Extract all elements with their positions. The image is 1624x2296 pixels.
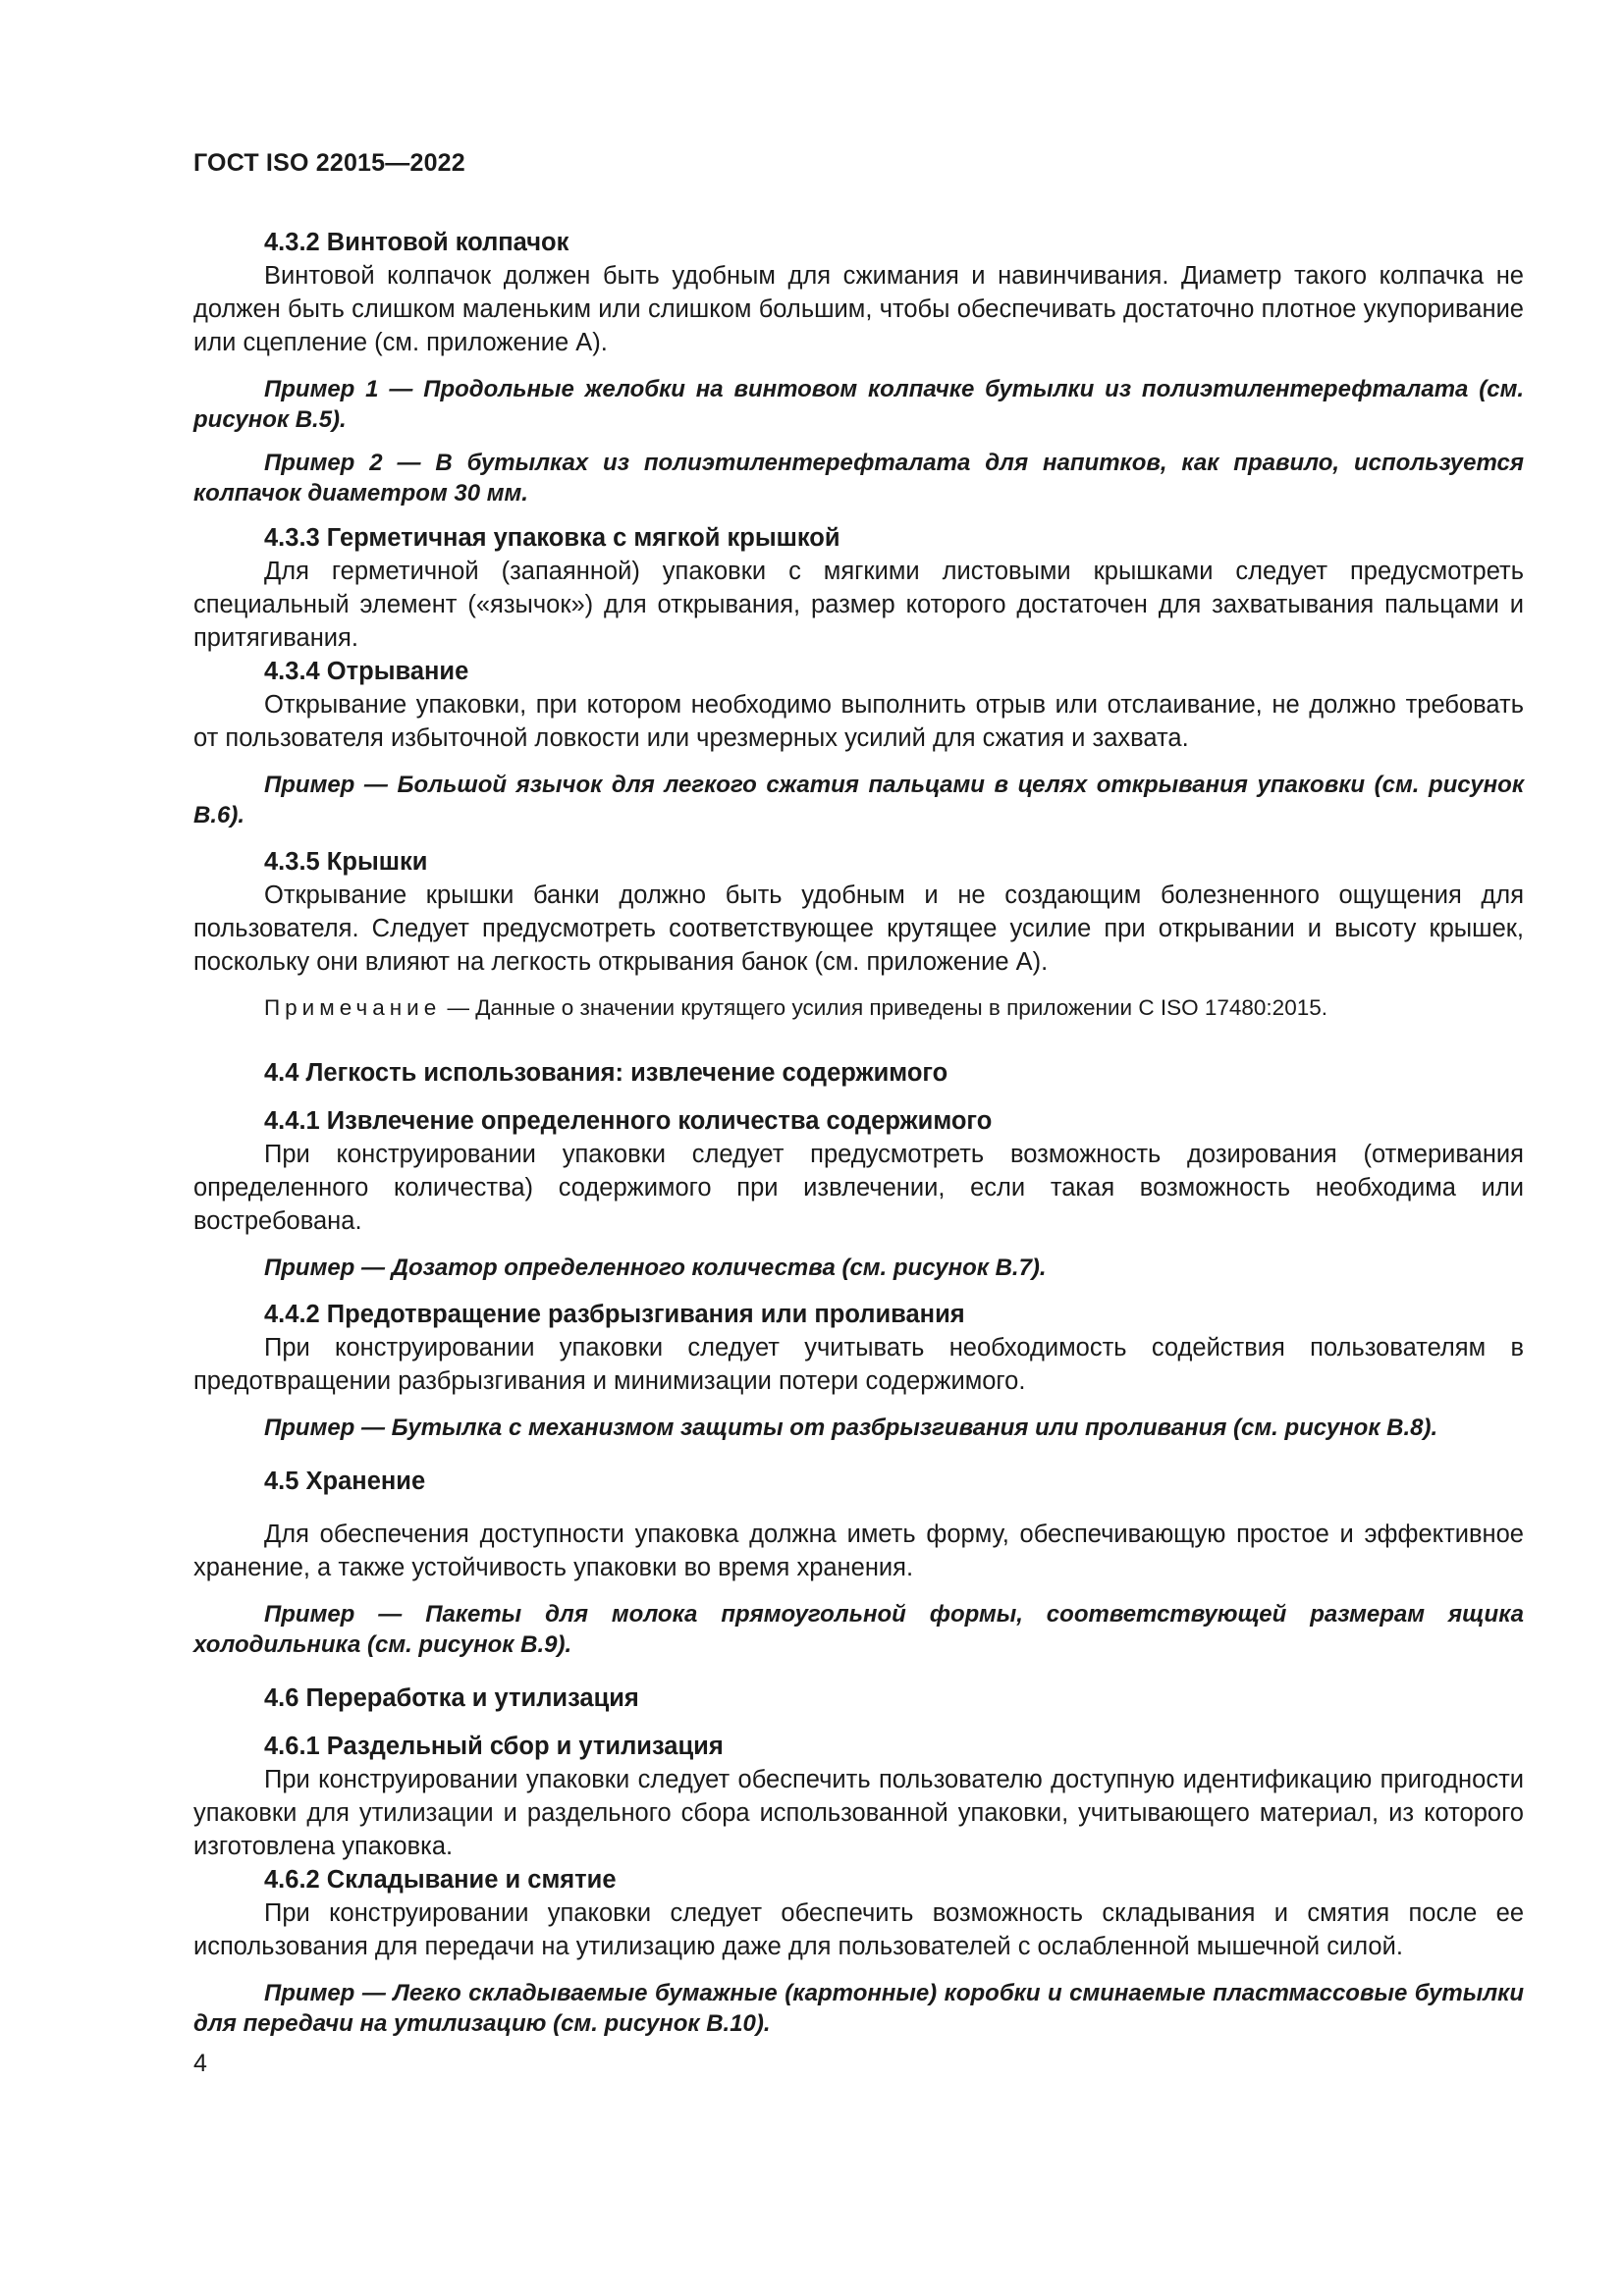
- example-4-5: Пример — Пакеты для молока прямоугольной формы, соответствующей размерам ящика холодильника (см. рисунок В.9).: [193, 1601, 1524, 1658]
- heading-4-3-5: 4.3.5 Крышки: [264, 848, 428, 876]
- note-4-3-5: [193, 992, 1524, 1023]
- heading-4-3-4: 4.3.4 Отрывание: [264, 658, 469, 685]
- example-1-4-3-2: Пример 1 — Продольные желобки на винтовом колпачке бутылки из полиэтилентерефталата (см. рисунок В.5).: [193, 376, 1524, 433]
- example-2-4-3-2: Пример 2 — В бутылках из полиэтилентерефталата для напитков, как правило, используется колпачок диаметром 30 мм.: [193, 450, 1524, 507]
- note-text: — Данные о значении крутящего усилия приведены в приложении С ISO 17480:2015.: [441, 995, 1327, 1020]
- paragraph-4-4-1: При конструировании упаковки следует предусмотреть возможность дозирования (отмеривания определенного количества) содержимого при извлечении, если такая возможность необходима или востребована.: [193, 1141, 1524, 1235]
- paragraph-4-6-1: При конструировании упаковки следует обеспечить пользователю доступную идентификацию пригодности упаковки для утилизации и раздельного сбора использованной упаковки, учитывающего материал, из которого изготовлена упаковка.: [193, 1766, 1524, 1860]
- example-4-4-2: Пример — Бутылка с механизмом защиты от разбрызгивания или проливания (см. рисунок В.8).: [264, 1415, 1438, 1441]
- paragraph-4-4-2: При конструировании упаковки следует учитывать необходимость содействия пользователям в предотвращении разбрызгивания и минимизации потери содержимого.: [193, 1334, 1524, 1395]
- main-content: [193, 226, 1524, 2039]
- paragraph-4-3-3: Для герметичной (запаянной) упаковки с мягкими листовыми крышками следует предусмотреть специальный элемент («язычок») для открывания, размер которого достаточен для захватывания пальцами и притягивания.: [193, 558, 1524, 652]
- heading-4-6-1: 4.6.1 Раздельный сбор и утилизация: [264, 1733, 724, 1760]
- page-number: 4: [193, 2050, 207, 2077]
- document-header: ГОСТ ISO 22015—2022: [193, 149, 465, 177]
- paragraph-4-3-5: Открывание крышки банки должно быть удобным и не создающим болезненного ощущения для пользователя. Следует предусмотреть соответствующее крутящее усилие при открывании и высоту крышек, поскольку они влияют на легкость открывания банок (см. приложение А).: [193, 881, 1524, 976]
- example-4-6-2: Пример — Легко складываемые бумажные (картонные) коробки и сминаемые пластмассовые бутылки для передачи на утилизацию (см. рисунок В.10).: [193, 1980, 1524, 2037]
- paragraph-4-5: Для обеспечения доступности упаковка должна иметь форму, обеспечивающую простое и эффективное хранение, а также устойчивость упаковки во время хранения.: [193, 1521, 1524, 1581]
- example-4-3-4: Пример — Большой язычок для легкого сжатия пальцами в целях открывания упаковки (см. рисунок В.6).: [193, 772, 1524, 828]
- heading-4-3-2: 4.3.2 Винтовой колпачок: [264, 229, 569, 256]
- paragraph-4-6-2: При конструировании упаковки следует обеспечить возможность складывания и смятия после ее использования для передачи на утилизацию даже для пользователей с ослабленной мышечной силой.: [193, 1899, 1524, 1960]
- heading-4-4-1: 4.4.1 Извлечение определенного количества содержимого: [264, 1107, 993, 1135]
- heading-4-4-2: 4.4.2 Предотвращение разбрызгивания или проливания: [264, 1301, 965, 1328]
- heading-4-6-2: 4.6.2 Складывание и смятие: [264, 1866, 617, 1894]
- paragraph-4-3-2: Винтовой колпачок должен быть удобным для сжимания и навинчивания. Диаметр такого колпачка не должен быть слишком маленьким или слишком большим, чтобы обеспечивать достаточно плотное укупоривание или сцепление (см. приложение А).: [193, 262, 1524, 356]
- example-4-4-1: Пример — Дозатор определенного количества (см. рисунок В.7).: [264, 1255, 1047, 1281]
- heading-4-3-3: 4.3.3 Герметичная упаковка с мягкой крышкой: [264, 524, 840, 552]
- note-label: Примечание: [264, 995, 442, 1020]
- heading-4-6: 4.6 Переработка и утилизация: [264, 1684, 639, 1712]
- heading-4-5: 4.5 Хранение: [264, 1468, 426, 1495]
- heading-4-4: 4.4 Легкость использования: извлечение содержимого: [264, 1059, 948, 1087]
- paragraph-4-3-4: Открывание упаковки, при котором необходимо выполнить отрыв или отслаивание, не должно требовать от пользователя избыточной ловкости или чрезмерных усилий для сжатия и захвата.: [193, 691, 1524, 752]
